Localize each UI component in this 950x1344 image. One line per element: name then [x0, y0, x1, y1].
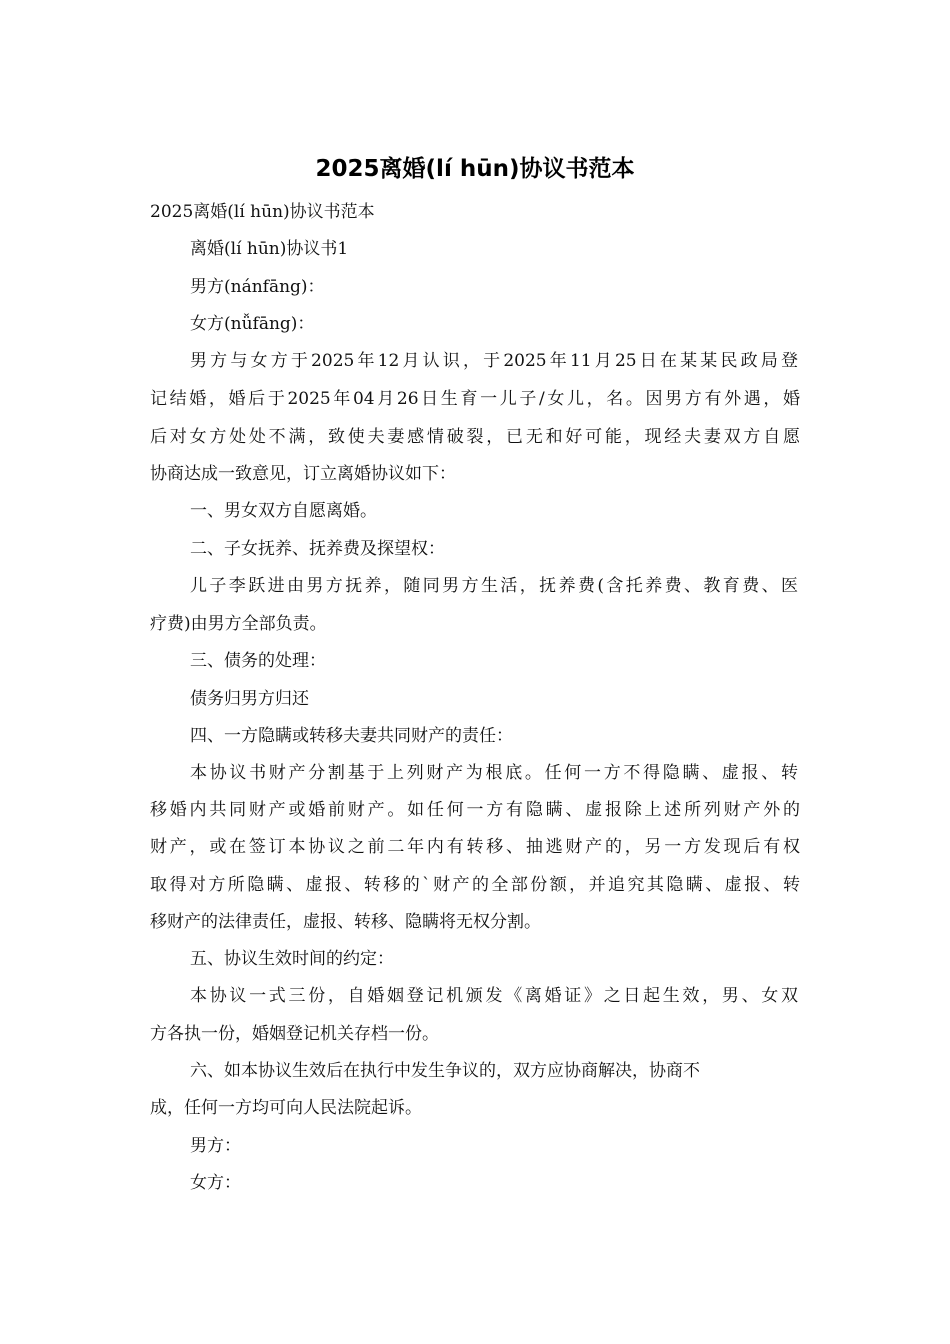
paragraph-line: 后对女方处处不满，致使夫妻感情破裂，已无和好可能，现经夫妻双方自愿	[150, 427, 800, 447]
paragraph-line: 儿子李跃进由男方抚养，随同男方生活，抚养费(含托养费、教育费、医	[190, 576, 798, 596]
paragraph-line: 移婚内共同财产或婚前财产。如任何一方有隐瞒、虚报除上述所列财产外的	[150, 800, 800, 820]
clause-5-heading: 五、协议生效时间的约定：	[190, 949, 394, 969]
paragraph-line: 方各执一份，婚姻登记机关存档一份。	[150, 1024, 439, 1044]
paragraph-line: 债务归男方归还	[190, 689, 309, 709]
clause-1-heading: 一、男女双方自愿离婚。	[190, 501, 377, 521]
paragraph-line: 协商达成一致意见，订立离婚协议如下：	[150, 464, 456, 484]
paragraph-line: 男方与女方于2025年12月认识，于2025年11月25日在某某民政局登	[190, 351, 798, 371]
agreement-heading: 离婚(lí hūn)协议书1	[190, 239, 349, 259]
paragraph-line: 本协议书财产分割基于上列财产为根底。任何一方不得隐瞒、虚报、转	[190, 763, 798, 783]
clause-6-heading: 六、如本协议生效后在执行中发生争议的，双方应协商解决，协商不	[190, 1061, 700, 1081]
party-female-label: 女方(nǚfāng)：	[190, 314, 315, 334]
clause-3-heading: 三、债务的处理：	[190, 651, 326, 671]
subtitle-line: 2025离婚(lí hūn)协议书范本	[150, 202, 375, 222]
clause-4-heading: 四、一方隐瞒或转移夫妻共同财产的责任：	[190, 726, 513, 746]
paragraph-line: 记结婚，婚后于2025年04月26日生育一儿子/女儿，名。因男方有外遇，婚	[150, 389, 800, 409]
paragraph-line: 成，任何一方均可向人民法院起诉。	[150, 1098, 422, 1118]
paragraph-line: 取得对方所隐瞒、虚报、转移的`财产的全部份额，并追究其隐瞒、虚报、转	[150, 875, 800, 895]
party-male-label: 男方(nánfāng)：	[190, 277, 325, 297]
paragraph-line: 疗费)由男方全部负责。	[150, 614, 327, 634]
document-title: 2025离婚(lí hūn)协议书范本	[315, 156, 635, 182]
paragraph-line: 财产，或在签订本协议之前二年内有转移、抽逃财产的，另一方发现后有权	[150, 837, 800, 857]
paragraph-line: 本协议一式三份，自婚姻登记机颁发《离婚证》之日起生效，男、女双	[190, 986, 798, 1006]
clause-2-heading: 二、子女抚养、抚养费及探望权：	[190, 539, 445, 559]
paragraph-line: 移财产的法律责任，虚报、转移、隐瞒将无权分割。	[150, 912, 541, 932]
signature-male-label: 男方：	[190, 1136, 241, 1156]
signature-female-label: 女方：	[190, 1173, 241, 1193]
